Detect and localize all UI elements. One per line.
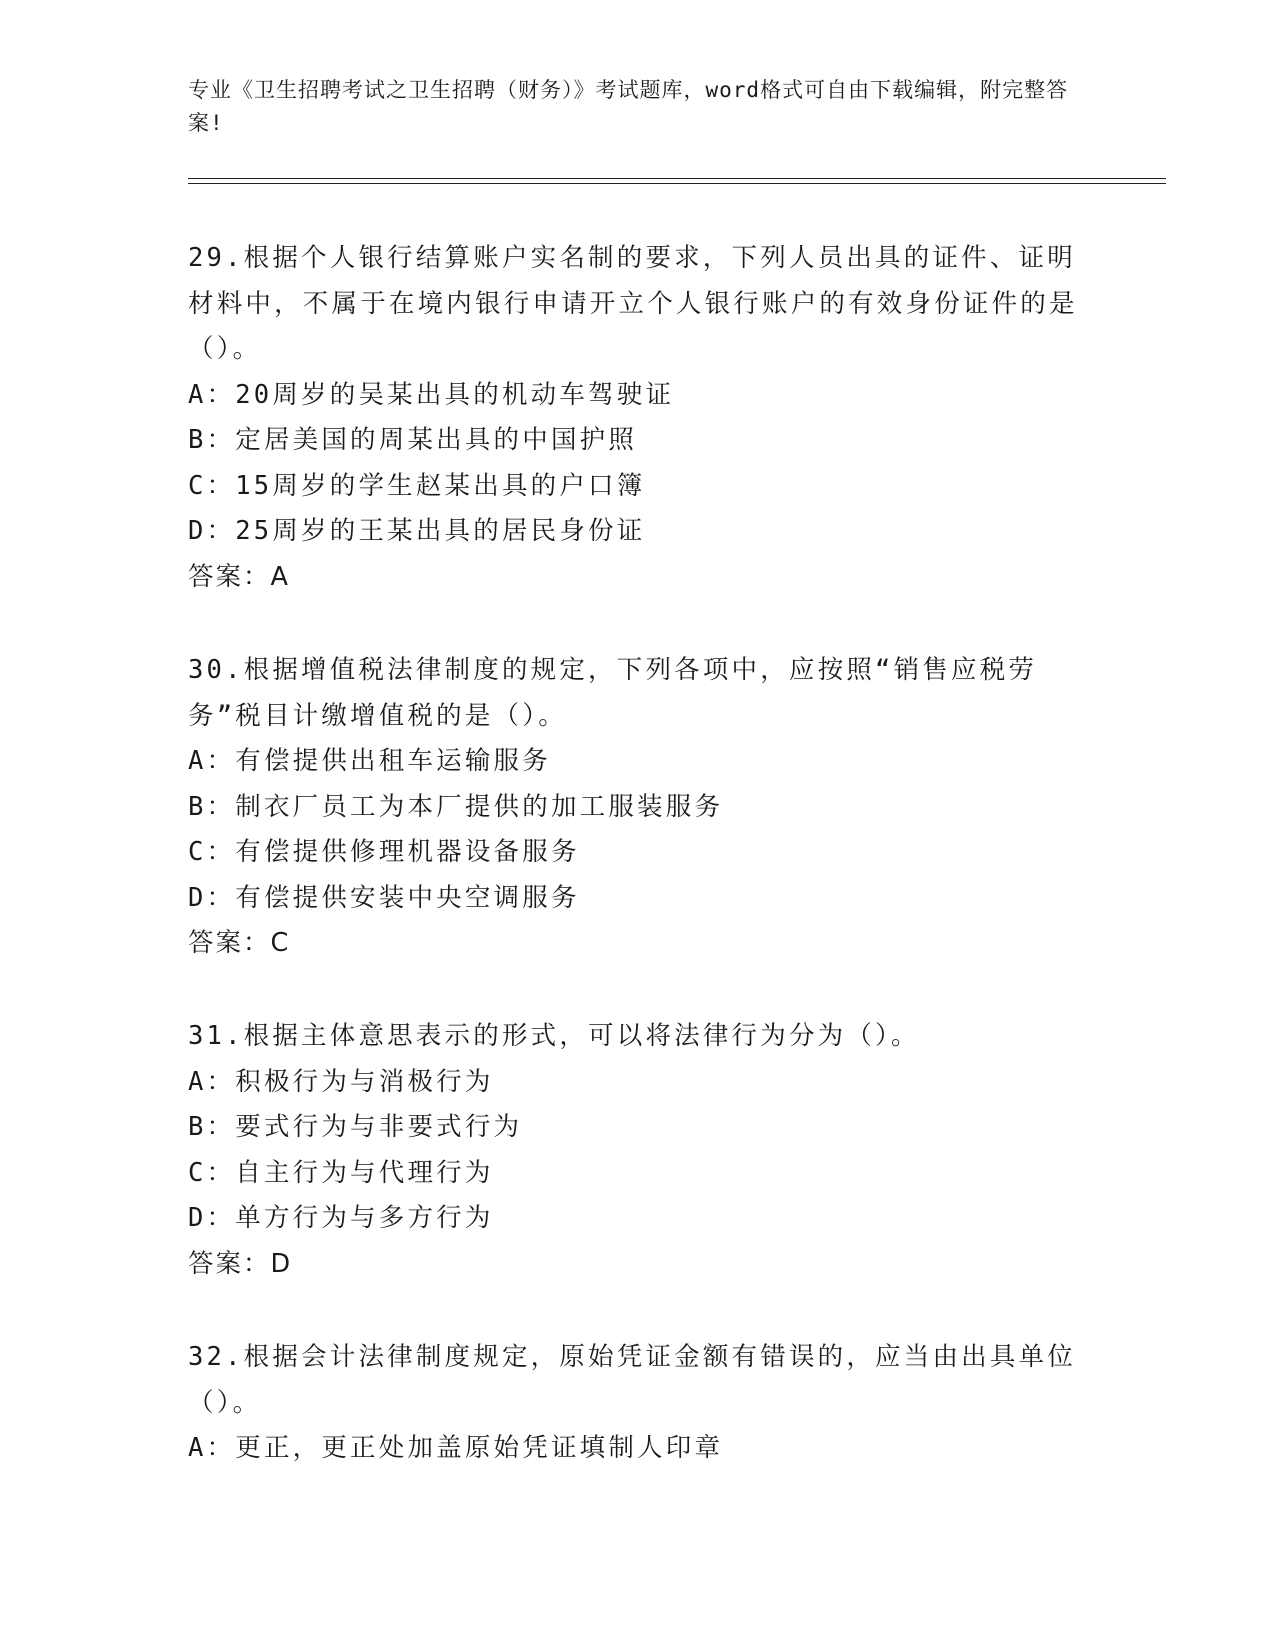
option-a: A：有偿提供出租车运输服务 (188, 746, 551, 776)
option-c: C：有偿提供修理机器设备服务 (188, 837, 580, 867)
answer-line: 答案：C (188, 928, 291, 958)
answer-line: 答案：D (188, 1248, 293, 1279)
document-header: 专业《卫生招聘考试之卫生招聘（财务）》考试题库，word格式可自由下载编辑，附完整答案! (188, 78, 1069, 135)
answer-line: 答案：A (188, 561, 290, 592)
option-b: B：要式行为与非要式行为 (188, 1112, 523, 1142)
question-stem: 30.根据增值税法律制度的规定，下列各项中，应按照“销售应税劳务”税目计缴增值税的是（）。 (188, 655, 1038, 731)
option-d: D：25周岁的王某出具的居民身份证 (188, 516, 646, 546)
question-32 (188, 1335, 1088, 1472)
option-a: A：20周岁的吴某出具的机动车驾驶证 (188, 379, 675, 410)
question-29 (188, 236, 1088, 600)
option-a: A：更正，更正处加盖原始凭证填制人印章 (188, 1433, 724, 1463)
question-31 (188, 1014, 1088, 1287)
question-stem: 29.根据个人银行结算账户实名制的要求，下列人员出具的证件、证明材料中，不属于在境内银行申请开立个人银行账户的有效身份证件的是（）。 (188, 243, 1078, 364)
option-d: D：单方行为与多方行为 (188, 1203, 494, 1233)
header-divider-bottom (188, 183, 1166, 184)
option-b: B：制衣厂员工为本厂提供的加工服装服务 (188, 791, 724, 822)
option-d: D：有偿提供安装中央空调服务 (188, 882, 580, 913)
option-c: C：15周岁的学生赵某出具的户口簿 (188, 470, 646, 501)
option-a: A：积极行为与消极行为 (188, 1066, 494, 1097)
question-30 (188, 648, 1088, 967)
option-b: B：定居美国的周某出具的中国护照 (188, 425, 638, 455)
question-stem: 31.根据主体意思表示的形式，可以将法律行为分为（）。 (188, 1021, 920, 1051)
question-stem: 32.根据会计法律制度规定，原始凭证金额有错误的，应当由出具单位（）。 (188, 1342, 1076, 1418)
option-c: C：自主行为与代理行为 (188, 1157, 494, 1188)
header-divider-top (188, 178, 1166, 179)
